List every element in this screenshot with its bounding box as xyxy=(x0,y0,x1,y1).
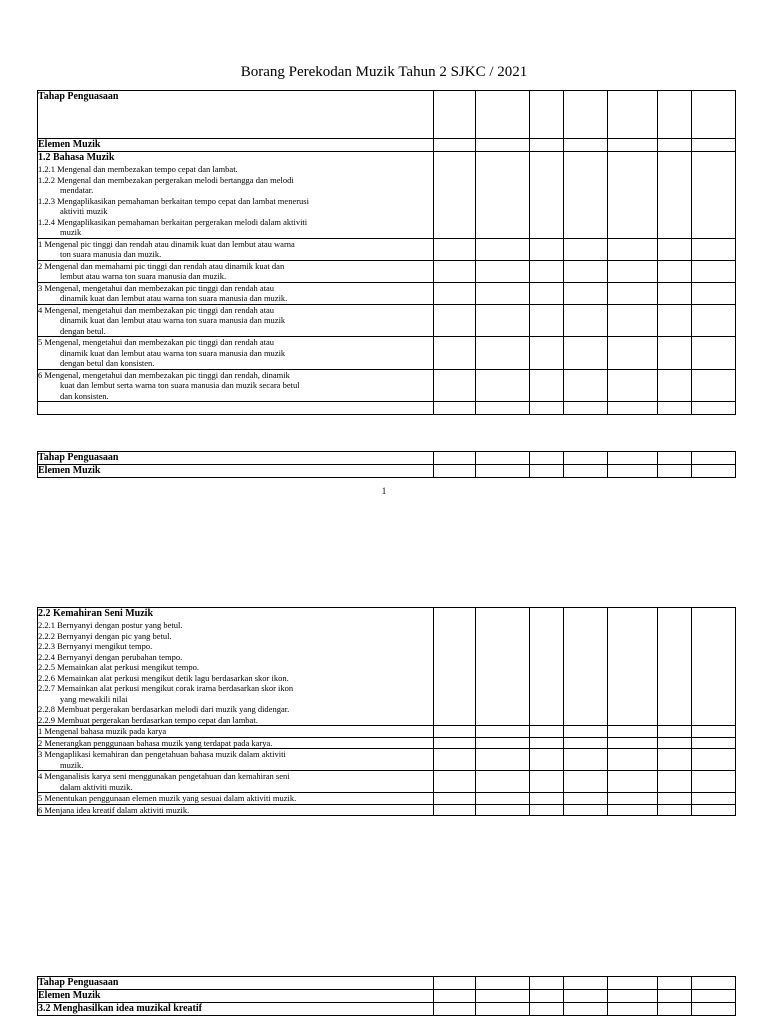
text-line: dalam aktiviti muzik. xyxy=(60,781,133,792)
text-line: 1.2.2 Mengenal dan membezakan pergerakan melodi bertangga dan melodi xyxy=(38,174,294,185)
record-cell[interactable] xyxy=(434,260,476,282)
record-cell[interactable] xyxy=(476,91,530,139)
record-cell[interactable] xyxy=(476,465,530,478)
record-cell[interactable] xyxy=(530,771,564,793)
standard-item xyxy=(38,673,433,684)
record-cell[interactable] xyxy=(476,804,530,816)
record-cell[interactable] xyxy=(476,977,530,990)
text-line: 1.2.3 Mengaplikasikan pemahaman berkaitan tempo cepat dan lambat menerusi xyxy=(38,195,309,206)
record-cell[interactable] xyxy=(692,977,736,990)
record-cell[interactable] xyxy=(658,139,692,152)
record-cell[interactable] xyxy=(692,749,736,771)
record-cell[interactable] xyxy=(564,337,608,370)
text-line: 2.2.6 Memainkan alat perkusi mengikut detik lagu berdasarkan skor ikon. xyxy=(38,672,289,683)
record-cell[interactable] xyxy=(564,304,608,337)
text-line: 2 Menerangkan penggunaan bahasa muzik yang terdapat pada karya. xyxy=(38,737,273,748)
record-cell[interactable] xyxy=(692,737,736,749)
level-row xyxy=(38,337,736,370)
level-row xyxy=(38,749,736,771)
record-cell[interactable] xyxy=(692,1003,736,1016)
record-cell[interactable] xyxy=(608,402,658,415)
record-cell[interactable] xyxy=(564,749,608,771)
record-cell[interactable] xyxy=(658,793,692,805)
record-cell[interactable] xyxy=(692,282,736,304)
record-cell[interactable] xyxy=(434,369,476,402)
tahap-penguasaan-label: Tahap Penguasaan xyxy=(38,91,119,102)
record-cell[interactable] xyxy=(476,452,530,465)
text-line: dinamik kuat dan lembut atau warna ton suara manusia dan muzik. xyxy=(60,293,288,303)
record-cell[interactable] xyxy=(608,793,658,805)
record-cell[interactable] xyxy=(434,990,476,1003)
record-cell[interactable] xyxy=(564,465,608,478)
record-cell[interactable] xyxy=(692,152,736,239)
record-cell[interactable] xyxy=(608,771,658,793)
record-cell[interactable] xyxy=(608,749,658,771)
level-row xyxy=(38,771,736,793)
text-line: lembut atau warna ton suara manusia dan muzik. xyxy=(60,271,227,281)
record-cell[interactable] xyxy=(530,608,564,726)
record-cell[interactable] xyxy=(658,804,692,816)
text-line: 2 Mengenal dan memahami pic tinggi dan rendah atau dinamik kuat dan xyxy=(38,260,285,271)
level-row xyxy=(38,282,736,304)
record-cell[interactable] xyxy=(530,1003,564,1016)
tahap-row xyxy=(38,91,736,139)
text-line: aktiviti muzik xyxy=(60,206,108,216)
record-cell[interactable] xyxy=(692,369,736,402)
record-cell[interactable] xyxy=(658,304,692,337)
record-cell[interactable] xyxy=(564,771,608,793)
record-cell[interactable] xyxy=(692,337,736,370)
text-line: ton suara manusia dan muzik. xyxy=(60,249,162,259)
text-line: 4 Menganalisis karya seni menggunakan pengetahuan dan kemahiran seni xyxy=(38,771,290,781)
record-cell[interactable] xyxy=(476,771,530,793)
record-cell[interactable] xyxy=(530,793,564,805)
record-cell[interactable] xyxy=(530,726,564,738)
record-cell[interactable] xyxy=(530,369,564,402)
record-cell[interactable] xyxy=(564,369,608,402)
tahap-penguasaan-label: Tahap Penguasaan xyxy=(38,452,119,463)
level-row xyxy=(38,304,736,337)
record-cell[interactable] xyxy=(476,369,530,402)
text-line: 5 Mengenal, mengetahui dan membezakan pic tinggi dan rendah atau xyxy=(38,337,275,347)
standard-item xyxy=(38,631,433,642)
record-cell[interactable] xyxy=(692,402,736,415)
record-cell[interactable] xyxy=(530,304,564,337)
record-cell[interactable] xyxy=(476,282,530,304)
record-cell[interactable] xyxy=(692,91,736,139)
record-cell[interactable] xyxy=(608,726,658,738)
record-cell[interactable] xyxy=(434,608,476,726)
record-cell[interactable] xyxy=(434,91,476,139)
tahap-penguasaan-label: Tahap Penguasaan xyxy=(38,977,119,988)
record-cell[interactable] xyxy=(608,91,658,139)
record-cell[interactable] xyxy=(434,282,476,304)
record-cell[interactable] xyxy=(658,337,692,370)
standard-item xyxy=(38,641,433,652)
record-cell[interactable] xyxy=(658,282,692,304)
elemen-row xyxy=(38,990,736,1003)
record-cell[interactable] xyxy=(658,91,692,139)
record-cell[interactable] xyxy=(530,337,564,370)
elemen-muzik-label: Elemen Muzik xyxy=(38,990,101,1001)
text-line: 2.2.3 Bernyanyi mengikut tempo. xyxy=(38,641,153,651)
record-cell[interactable] xyxy=(608,152,658,239)
record-cell[interactable] xyxy=(608,337,658,370)
record-table-kemahiran-seni-muzik xyxy=(37,607,736,816)
record-table-bahasa-muzik xyxy=(37,90,736,415)
page-title: Borang Perekodan Muzik Tahun 2 SJKC / 2021 xyxy=(240,64,528,80)
record-cell[interactable] xyxy=(476,1003,530,1016)
record-cell[interactable] xyxy=(530,152,564,239)
text-line: 6 Menjana idea kreatif dalam aktiviti muzik. xyxy=(38,804,190,815)
record-cell[interactable] xyxy=(434,804,476,816)
record-cell[interactable] xyxy=(434,452,476,465)
record-cell[interactable] xyxy=(658,402,692,415)
record-cell[interactable] xyxy=(692,608,736,726)
record-cell[interactable] xyxy=(564,977,608,990)
standard-item xyxy=(38,164,433,175)
level-row xyxy=(38,369,736,402)
level-row xyxy=(38,793,736,805)
level-row xyxy=(38,737,736,749)
record-cell[interactable] xyxy=(608,465,658,478)
record-cell[interactable] xyxy=(530,990,564,1003)
record-cell[interactable] xyxy=(658,749,692,771)
text-line: 2.2.5 Memainkan alat perkusi mengikut tempo. xyxy=(38,662,199,672)
record-cell[interactable] xyxy=(564,260,608,282)
record-cell[interactable] xyxy=(608,139,658,152)
record-cell[interactable] xyxy=(608,1003,658,1016)
section-row xyxy=(38,1003,736,1016)
page-number: 1 xyxy=(381,486,387,496)
record-cell[interactable] xyxy=(434,737,476,749)
record-cell[interactable] xyxy=(658,990,692,1003)
standard-item xyxy=(38,662,433,673)
text-line: mendatar. xyxy=(60,185,94,195)
record-cell[interactable] xyxy=(530,139,564,152)
tahap-row xyxy=(38,977,736,990)
record-cell[interactable] xyxy=(434,152,476,239)
text-line: yang mewakili nilai xyxy=(60,693,128,704)
level-row xyxy=(38,726,736,738)
record-cell[interactable] xyxy=(530,452,564,465)
record-cell[interactable] xyxy=(658,977,692,990)
level-row xyxy=(38,804,736,816)
text-line: 4 Mengenal, mengetahui dan membezakan pic tinggi dan rendah atau xyxy=(38,304,275,315)
standard-item xyxy=(38,196,433,217)
standard-item xyxy=(38,217,433,238)
text-line: 1 Mengenal bahasa muzik pada karya xyxy=(38,726,167,736)
record-cell[interactable] xyxy=(530,749,564,771)
record-cell[interactable] xyxy=(564,1003,608,1016)
record-cell[interactable] xyxy=(692,771,736,793)
record-cell[interactable] xyxy=(530,238,564,260)
record-cell[interactable] xyxy=(692,990,736,1003)
text-line: 2.2.8 Membuat pergerakan berdasarkan melodi dari muzik yang didengar. xyxy=(38,704,290,714)
text-line: muzik xyxy=(60,227,82,237)
record-cell[interactable] xyxy=(434,771,476,793)
standard-item xyxy=(38,683,433,704)
section-heading: 1.2 Bahasa Muzik xyxy=(38,152,115,163)
record-cell[interactable] xyxy=(658,152,692,239)
record-cell[interactable] xyxy=(434,793,476,805)
record-cell[interactable] xyxy=(658,238,692,260)
record-cell[interactable] xyxy=(476,238,530,260)
record-cell[interactable] xyxy=(434,402,476,415)
elemen-muzik-label: Elemen Muzik xyxy=(38,465,101,476)
record-cell[interactable] xyxy=(608,238,658,260)
text-line: 2.2.1 Bernyanyi dengan postur yang betul. xyxy=(38,620,183,630)
text-line: dan konsisten. xyxy=(60,390,109,401)
record-cell[interactable] xyxy=(564,608,608,726)
standards-row xyxy=(38,152,736,239)
record-cell[interactable] xyxy=(658,465,692,478)
record-cell[interactable] xyxy=(530,977,564,990)
record-cell[interactable] xyxy=(530,91,564,139)
record-table-idea-muzikal xyxy=(37,976,736,1016)
record-cell[interactable] xyxy=(692,304,736,337)
record-cell[interactable] xyxy=(608,608,658,726)
record-cell[interactable] xyxy=(476,608,530,726)
record-cell[interactable] xyxy=(476,139,530,152)
record-cell[interactable] xyxy=(476,152,530,239)
text-line: dengan betul. xyxy=(60,325,106,336)
blank-row xyxy=(38,402,736,415)
record-cell[interactable] xyxy=(564,726,608,738)
record-cell[interactable] xyxy=(564,282,608,304)
text-line: 2.2.9 Membuat pergerakan berdasarkan tempo cepat dan lambat. xyxy=(38,714,258,725)
record-cell[interactable] xyxy=(608,304,658,337)
record-cell[interactable] xyxy=(476,337,530,370)
record-cell[interactable] xyxy=(608,804,658,816)
record-cell[interactable] xyxy=(608,369,658,402)
record-cell[interactable] xyxy=(692,139,736,152)
standard-item xyxy=(38,175,433,196)
record-cell[interactable] xyxy=(658,771,692,793)
record-cell[interactable] xyxy=(692,260,736,282)
record-cell[interactable] xyxy=(564,737,608,749)
record-cell[interactable] xyxy=(692,793,736,805)
text-line: 3 Mengaplikasi kemahiran dan pengetahuan bahasa muzik dalam aktiviti xyxy=(38,749,286,759)
record-cell[interactable] xyxy=(434,238,476,260)
record-cell[interactable] xyxy=(434,749,476,771)
record-cell[interactable] xyxy=(564,238,608,260)
record-cell[interactable] xyxy=(658,369,692,402)
record-cell[interactable] xyxy=(608,990,658,1003)
standard-item xyxy=(38,620,433,631)
elemen-row xyxy=(38,465,736,478)
record-cell[interactable] xyxy=(476,990,530,1003)
record-cell[interactable] xyxy=(476,726,530,738)
record-cell[interactable] xyxy=(692,804,736,816)
record-cell[interactable] xyxy=(476,304,530,337)
record-cell[interactable] xyxy=(608,452,658,465)
record-cell[interactable] xyxy=(564,990,608,1003)
record-cell[interactable] xyxy=(476,402,530,415)
record-cell[interactable] xyxy=(692,726,736,738)
record-cell[interactable] xyxy=(658,260,692,282)
record-cell[interactable] xyxy=(530,804,564,816)
text-line: dengan betul dan konsisten. xyxy=(60,358,155,368)
record-cell[interactable] xyxy=(608,260,658,282)
elemen-row xyxy=(38,139,736,152)
record-cell[interactable] xyxy=(658,608,692,726)
text-line: 6 Mengenal, mengetahui dan membezakan pic tinggi dan rendah, dinamik xyxy=(38,369,290,380)
text-line: dinamik kuat dan lembut atau warna ton suara manusia dan muzik xyxy=(60,315,286,325)
record-cell[interactable] xyxy=(434,304,476,337)
tahap-row xyxy=(38,452,736,465)
record-cell[interactable] xyxy=(530,260,564,282)
record-cell[interactable] xyxy=(476,749,530,771)
standards-row xyxy=(38,608,736,726)
record-cell[interactable] xyxy=(564,452,608,465)
section-heading: 3.2 Menghasilkan idea muzikal kreatif xyxy=(38,1003,202,1014)
record-cell[interactable] xyxy=(476,793,530,805)
text-line: 2.2.7 Memainkan alat perkusi mengikut corak irama berdasarkan skor ikon xyxy=(38,683,294,693)
record-cell[interactable] xyxy=(564,139,608,152)
record-table-header-repeat xyxy=(37,451,736,478)
level-row xyxy=(38,238,736,260)
record-cell[interactable] xyxy=(434,977,476,990)
record-cell[interactable] xyxy=(434,1003,476,1016)
record-cell[interactable] xyxy=(476,737,530,749)
record-cell[interactable] xyxy=(608,737,658,749)
record-cell[interactable] xyxy=(434,139,476,152)
record-cell[interactable] xyxy=(530,737,564,749)
record-cell[interactable] xyxy=(530,402,564,415)
text-line: 1 Mengenal pic tinggi dan rendah atau dinamik kuat dan lembut atau warna xyxy=(38,238,295,249)
standard-item xyxy=(38,715,433,726)
record-cell[interactable] xyxy=(658,737,692,749)
record-cell[interactable] xyxy=(564,804,608,816)
section-heading: 2.2 Kemahiran Seni Muzik xyxy=(38,608,154,619)
level-row xyxy=(38,260,736,282)
standard-item xyxy=(38,704,433,715)
record-cell[interactable] xyxy=(530,282,564,304)
record-cell[interactable] xyxy=(434,465,476,478)
standard-item xyxy=(38,652,433,663)
record-cell[interactable] xyxy=(692,465,736,478)
record-cell[interactable] xyxy=(658,1003,692,1016)
record-cell[interactable] xyxy=(434,337,476,370)
record-cell[interactable] xyxy=(530,465,564,478)
record-cell[interactable] xyxy=(564,152,608,239)
text-line: kuat dan lembut serta warna ton suara manusia dan muzik secara betul xyxy=(60,380,300,390)
record-cell[interactable] xyxy=(608,282,658,304)
record-cell[interactable] xyxy=(564,793,608,805)
record-cell[interactable] xyxy=(692,238,736,260)
text-line: 1.2.1 Mengenal dan membezakan tempo cepat dan lambat. xyxy=(38,164,238,174)
record-cell[interactable] xyxy=(564,91,608,139)
text-line: dinamik kuat dan lembut atau warna ton suara manusia dan muzik xyxy=(60,347,286,358)
record-cell[interactable] xyxy=(476,260,530,282)
record-cell[interactable] xyxy=(692,452,736,465)
record-cell[interactable] xyxy=(658,452,692,465)
record-cell[interactable] xyxy=(564,402,608,415)
record-cell[interactable] xyxy=(608,977,658,990)
text-line: 2.2.2 Bernyanyi dengan pic yang betul. xyxy=(38,630,172,641)
text-line: muzik. xyxy=(60,759,84,770)
record-cell[interactable] xyxy=(658,726,692,738)
record-cell[interactable] xyxy=(434,726,476,738)
elemen-muzik-label: Elemen Muzik xyxy=(38,139,101,150)
text-line: 1.2.4 Mengaplikasikan pemahaman berkaitan pergerakan melodi dalam aktiviti xyxy=(38,216,308,227)
text-line: 5 Menentukan penggunaan elemen muzik yang sesuai dalam aktiviti muzik. xyxy=(38,793,297,803)
text-line: 3 Mengenal, mengetahui dan membezakan pic tinggi dan rendah atau xyxy=(38,282,275,293)
text-line: 2.2.4 Bernyanyi dengan perubahan tempo. xyxy=(38,651,183,662)
